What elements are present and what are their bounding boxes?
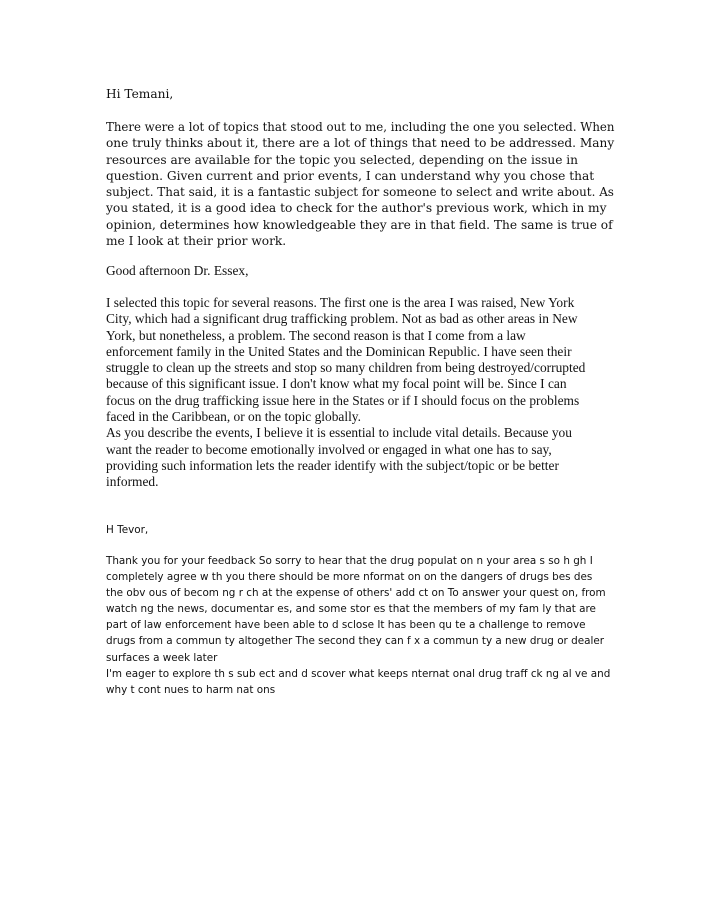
paragraph-line: faced in the Caribbean, or on the topic globally. xyxy=(106,409,361,425)
paragraph-line: question. Given current and prior events, I can understand why you chose that xyxy=(106,168,595,183)
paragraph-line: me I look at their prior work. xyxy=(106,234,287,249)
paragraph-line: I selected this topic for several reasons. The first one is the area I was raised, New York xyxy=(106,295,575,310)
paragraph-reply-temani xyxy=(106,119,614,249)
paragraph-line: why t cont nues to harm nat ons xyxy=(106,683,276,696)
paragraph-line: completely agree w th you there should be more nformat on on the dangers of drugs bes des xyxy=(106,571,593,584)
paragraph-line: There were a lot of topics that stood out to me, including the one you selected. When xyxy=(106,120,615,134)
paragraph-line: subject. That said, it is a fantastic subject for someone to select and write about. As xyxy=(106,185,614,200)
paragraph-line: informed. xyxy=(106,474,159,490)
greeting-dr-essex: Good afternoon Dr. Essex, xyxy=(106,263,249,278)
paragraph-line: providing such information lets the reader identify with the subject/topic or be better xyxy=(106,457,559,473)
paragraph-reply-tevor xyxy=(106,553,614,698)
paragraph-line: York, but nonetheless, a problem. The second reason is that I come from a law xyxy=(106,327,526,343)
paragraph-line: I'm eager to explore th s sub ect and d scover what keeps nternat onal drug traff ck ng al ve and xyxy=(106,667,611,680)
paragraph-line: focus on the drug trafficking issue here in the States or if I should focus on the problems xyxy=(106,392,580,408)
paragraph-line: struggle to clean up the streets and stop so many children from being destroyed/corrupted xyxy=(106,360,586,376)
greeting-tevor: H Tevor, xyxy=(106,524,149,536)
paragraph-line: opinion, determines how knowledgeable they are in that field. The same is true of xyxy=(106,217,613,232)
paragraph-line: resources are available for the topic you selected, depending on the issue in xyxy=(106,152,579,167)
paragraph-line: drugs from a commun ty altogether The second they can f x a commun ty a new drug or dealer xyxy=(106,635,605,648)
paragraph-line: City, which had a significant drug trafficking problem. Not as bad as other areas in New xyxy=(106,311,578,327)
paragraph-line: part of law enforcement have been able to d sclose It has been qu te a challenge to remove xyxy=(106,619,586,632)
paragraph-line: surfaces a week later xyxy=(106,651,218,664)
paragraph-line: watch ng the news, documentar es, and some stor es that the members of my fam ly that are xyxy=(106,603,596,616)
paragraph-line: want the reader to become emotionally involved or engaged in what one has to say, xyxy=(106,441,552,457)
paragraph-line: enforcement family in the United States and the Dominican Republic. I have seen their xyxy=(106,343,572,359)
greeting-temani: Hi Temani, xyxy=(106,87,174,101)
paragraph-line: you stated, it is a good idea to check for the author's previous work, which in my xyxy=(106,201,607,216)
paragraph-line: because of this significant issue. I don't know what my focal point will be. Since I can xyxy=(106,376,567,392)
paragraph-line: one truly thinks about it, there are a lot of things that need to be addressed. Many xyxy=(106,136,615,151)
paragraph-topic-reasons xyxy=(106,295,614,491)
paragraph-line: As you describe the events, I believe it is essential to include vital details. Because you xyxy=(106,425,572,441)
paragraph-line: the obv ous of becom ng r ch at the expense of others' add ct on To answer your quest on, from xyxy=(106,587,606,600)
paragraph-line: Thank you for your feedback So sorry to hear that the drug populat on n your area s so h gh I xyxy=(106,555,593,567)
